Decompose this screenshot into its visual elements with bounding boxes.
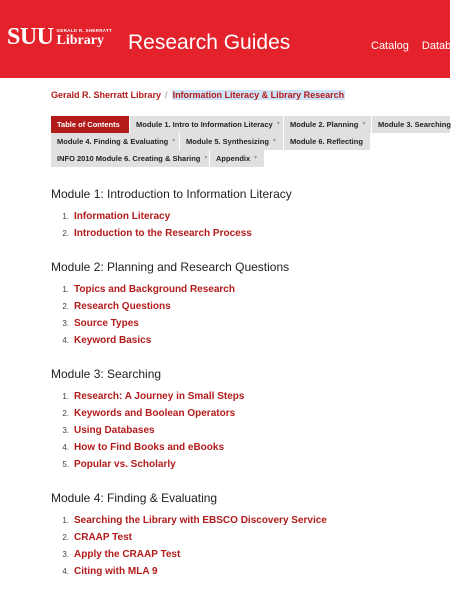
guide-page-link[interactable]: Using Databases: [74, 425, 155, 436]
item-number: 5.: [62, 460, 69, 469]
tab-appendix[interactable]: [210, 150, 265, 167]
list-item: [51, 546, 450, 563]
chevron-down-icon: ▾: [362, 121, 366, 127]
logo-library-text: Library: [56, 33, 104, 48]
table-of-contents: [51, 186, 450, 580]
guide-page-link[interactable]: How to Find Books and eBooks: [74, 442, 225, 453]
list-item: [51, 298, 450, 315]
site-title[interactable]: Research Guides: [128, 31, 291, 54]
item-number: 2.: [62, 533, 69, 542]
list-item: [51, 439, 450, 456]
item-number: 2.: [62, 229, 69, 238]
nav-link-databases[interactable]: Databa: [421, 40, 457, 52]
tab-label: Module 3. Searching: [378, 120, 451, 129]
tab-label: Table of Contents: [57, 120, 120, 129]
tab-label: Module 1. Intro to Information Literacy: [136, 120, 273, 129]
chevron-down-icon: ▾: [204, 155, 208, 161]
list-item: [51, 456, 450, 473]
guide-page-link[interactable]: Introduction to the Research Process: [74, 228, 252, 239]
guide-page-link[interactable]: Information Literacy: [74, 211, 171, 222]
tab-label: Module 5. Synthesizing: [186, 137, 269, 146]
module-link-list: [51, 512, 450, 580]
item-number: 1.: [62, 285, 69, 294]
guide-page-link[interactable]: Keywords and Boolean Operators: [74, 408, 236, 419]
chevron-down-icon: ▾: [254, 155, 258, 161]
list-item: [51, 208, 450, 225]
item-number: 1.: [62, 212, 69, 221]
breadcrumb-current-page[interactable]: Information Literacy & Library Research: [172, 90, 345, 100]
list-item: [51, 563, 450, 580]
tab-row-3: [51, 150, 450, 167]
tab-module-5[interactable]: [180, 133, 284, 150]
item-number: 4.: [62, 443, 69, 452]
guide-page-link[interactable]: Searching the Library with EBSCO Discovery Service: [74, 515, 327, 526]
tab-label: INFO 2010 Module 6. Creating & Sharing: [57, 154, 201, 163]
nav-link-catalog[interactable]: Catalog: [371, 40, 409, 52]
item-number: 1.: [62, 392, 69, 401]
tab-label: Module 6. Reflecting: [290, 137, 363, 146]
item-number: 3.: [62, 319, 69, 328]
list-item: [51, 225, 450, 242]
tab-label: Module 4. Finding & Evaluating: [57, 137, 169, 146]
module-heading: Module 2: Planning and Research Questions: [51, 260, 290, 274]
module-link-list: [51, 208, 450, 242]
module-section-4: [51, 490, 450, 580]
guide-page-link[interactable]: Research: A Journey in Small Steps: [74, 391, 245, 402]
site-header: [0, 0, 457, 78]
guide-page-link[interactable]: Research Questions: [74, 301, 171, 312]
guide-tab-nav: [51, 116, 450, 167]
module-heading: Module 1: Introduction to Information Literacy: [51, 187, 292, 201]
item-number: 4.: [62, 567, 69, 576]
module-heading: Module 4: Finding & Evaluating: [51, 491, 218, 505]
module-heading: Module 3: Searching: [51, 367, 162, 381]
tab-module-2[interactable]: [284, 116, 372, 133]
list-item: [51, 315, 450, 332]
item-number: 2.: [62, 409, 69, 418]
tab-row-1: [51, 116, 450, 133]
breadcrumb: [51, 90, 345, 100]
guide-page-link[interactable]: Apply the CRAAP Test: [74, 549, 181, 560]
module-section-1: [51, 186, 450, 242]
chevron-down-icon: ▾: [172, 138, 176, 144]
tab-row-2: [51, 133, 450, 150]
chevron-down-icon: ▾: [272, 138, 276, 144]
guide-page-link[interactable]: CRAAP Test: [74, 532, 132, 543]
list-item: [51, 512, 450, 529]
item-number: 3.: [62, 426, 69, 435]
guide-page-link[interactable]: Citing with MLA 9: [74, 566, 158, 577]
tab-module-3[interactable]: [372, 116, 450, 133]
guide-page-link[interactable]: Topics and Background Research: [74, 284, 235, 295]
item-number: 3.: [62, 550, 69, 559]
suu-library-logo[interactable]: [7, 26, 112, 48]
list-item: [51, 529, 450, 546]
tab-module-6[interactable]: [284, 133, 371, 150]
list-item: [51, 332, 450, 349]
list-item: [51, 405, 450, 422]
tab-info-2010-module-6[interactable]: [51, 150, 210, 167]
module-section-2: [51, 259, 450, 349]
guide-page-link[interactable]: Popular vs. Scholarly: [74, 459, 176, 470]
tab-label: Module 2. Planning: [290, 120, 359, 129]
item-number: 2.: [62, 302, 69, 311]
item-number: 1.: [62, 516, 69, 525]
logo-library-block: [57, 28, 113, 48]
chevron-down-icon: ▾: [276, 121, 280, 127]
module-link-list: [51, 281, 450, 349]
list-item: [51, 281, 450, 298]
list-item: [51, 422, 450, 439]
tab-module-1[interactable]: [130, 116, 284, 133]
module-link-list: [51, 388, 450, 473]
logo-small-text: GERALD R. SHERRATT: [56, 28, 113, 33]
list-item: [51, 388, 450, 405]
tab-table-of-contents[interactable]: [51, 116, 130, 133]
module-section-3: [51, 366, 450, 473]
top-nav: [371, 39, 457, 53]
tab-module-4[interactable]: [51, 133, 180, 150]
breadcrumb-separator: /: [165, 90, 168, 100]
tab-label: Appendix: [216, 154, 251, 163]
item-number: 4.: [62, 336, 69, 345]
breadcrumb-library-link[interactable]: Gerald R. Sherratt Library: [51, 90, 162, 100]
guide-page-link[interactable]: Source Types: [74, 318, 139, 329]
logo-suu-text: SUU: [7, 24, 54, 50]
guide-page-link[interactable]: Keyword Basics: [74, 335, 152, 346]
